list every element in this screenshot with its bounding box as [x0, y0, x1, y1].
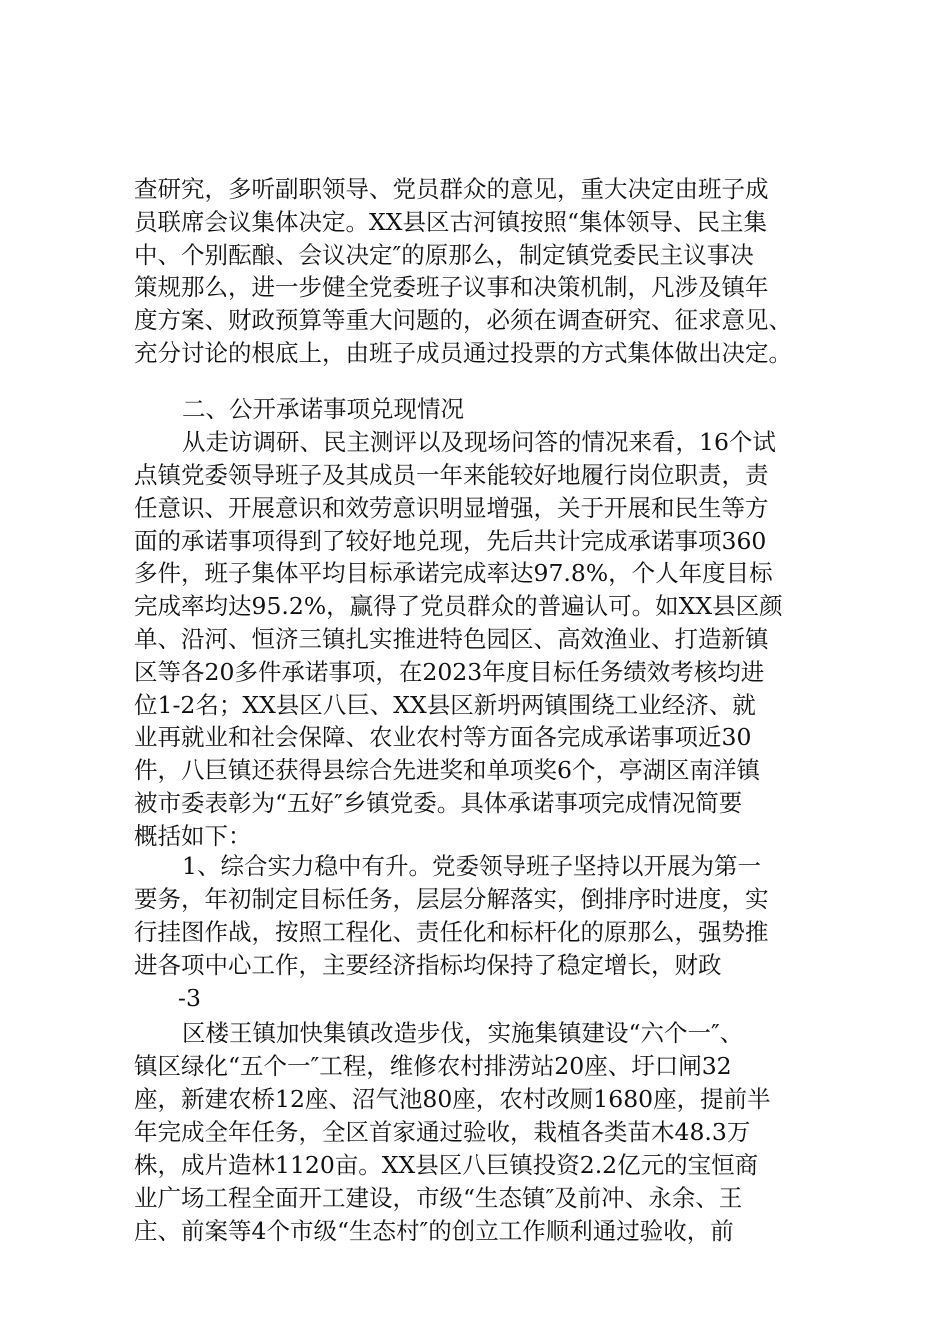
- text-line: 充分讨论的根底上，由班子成员通过投票的方式集体做出决定。: [134, 339, 792, 367]
- text-line: 要务，年初制定目标任务，层层分解落实，倒排序时进度，实: [134, 885, 769, 913]
- text-line: 面的承诺事项得到了较好地兑现，先后共计完成承诺事项360: [134, 527, 767, 555]
- text-line: 年完成全年任务，全区首家通过验收，栽植各类苗木48.3万: [134, 1118, 751, 1146]
- text-line: 区等各20多件承诺事项，在2023年度目标任务绩效考核均进: [134, 658, 765, 686]
- text-line: 任意识、开展意识和效劳意识明显增强，关于开展和民生等方: [134, 494, 769, 522]
- text-line: 行挂图作战，按照工程化、责任化和标杆化的原那么，强势推: [134, 918, 769, 946]
- section-heading: 二、公开承诺事项兑现情况: [182, 395, 464, 423]
- text-line: 进各项中心工作，主要经济指标均保持了稳定增长，财政: [134, 951, 722, 979]
- text-line: 座，新建农桥12座、沼气池80座，农村改厕1680座，提前半: [134, 1085, 771, 1113]
- text-line: 中、个别酝酿、会议决定″的原那么，制定镇党委民主议事决: [134, 241, 754, 269]
- text-line: 镇区绿化“五个一″工程，维修农村排涝站20座、圩口闸32: [134, 1052, 732, 1080]
- text-line: 被市委表彰为“五好″乡镇党委。具体承诺事项完成情况简要: [134, 789, 743, 817]
- text-line: 位1-2名；XX县区八巨、XX县区新坍两镇围绕工业经济、就: [134, 691, 756, 719]
- text-line: 业再就业和社会保障、农业农村等方面各完成承诺事项近30: [134, 723, 752, 751]
- text-line: 多件，班子集体平均目标承诺完成率达97.8%，个人年度目标: [134, 559, 773, 587]
- text-line: 业广场工程全面开工建设，市级“生态镇″及前冲、永余、王: [134, 1184, 743, 1212]
- text-line: 单、沿河、恒济三镇扎实推进特色园区、高效渔业、打造新镇: [134, 625, 769, 653]
- text-line: 度方案、财政预算等重大问题的，必须在调查研究、征求意见、: [134, 306, 792, 334]
- text-line: 员联席会议集体决定。XX县区古河镇按照“集体领导、民主集: [134, 208, 767, 236]
- text-line: 庄、前案等4个市级“生态村″的创立工作顺利通过验收，前: [134, 1217, 734, 1245]
- text-line: 查研究，多听副职领导、党员群众的意见，重大决定由班子成: [134, 175, 769, 203]
- page-number: -3: [178, 984, 201, 1012]
- text-line: 点镇党委领导班子及其成员一年来能较好地履行岗位职责，责: [134, 461, 769, 489]
- text-line: 完成率均达95.2%，赢得了党员群众的普遍认可。如XX县区颜: [134, 592, 783, 620]
- text-line: 从走访调研、民主测评以及现场问答的情况来看，16个试: [182, 428, 776, 456]
- text-line: 1、综合实力稳中有升。党委领导班子坚持以开展为第一: [182, 852, 761, 880]
- text-line: 件，八巨镇还获得县综合先进奖和单项奖6个，亭湖区南洋镇: [134, 756, 760, 784]
- text-line: 概括如下：: [134, 822, 252, 850]
- text-line: 策规那么，进一步健全党委班子议事和决策机制，凡涉及镇年: [134, 273, 769, 301]
- text-line: 株，成片造林1120亩。XX县区八巨镇投资2.2亿元的宝恒商: [134, 1151, 759, 1179]
- text-line: 区楼王镇加快集镇改造步伐，实施集镇建设“六个一″、: [182, 1019, 744, 1047]
